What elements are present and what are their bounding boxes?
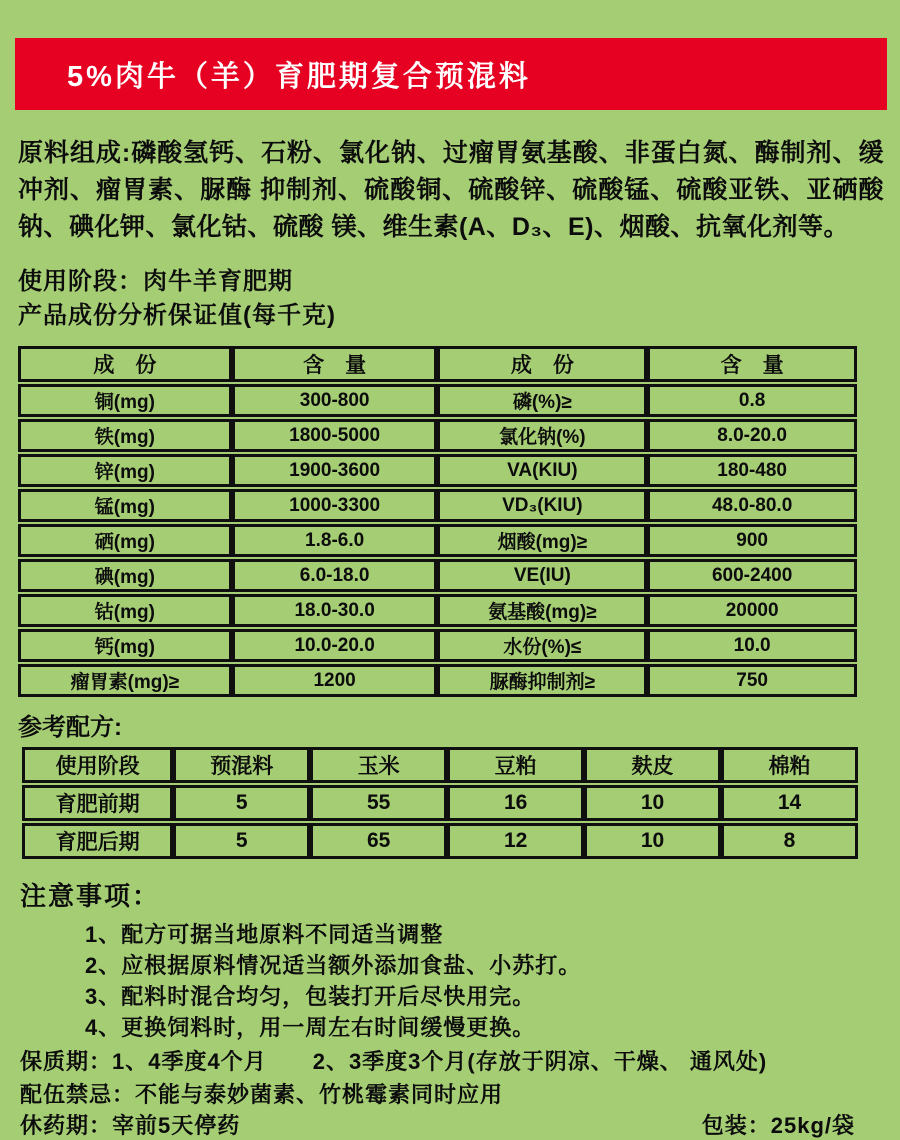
table-cell: VA(KIU) xyxy=(437,454,647,487)
table-cell: 瘤胃素(mg)≥ xyxy=(18,664,232,697)
notes-list xyxy=(85,919,900,1043)
packaging-text: 包装：25kg/袋 xyxy=(701,1113,855,1138)
table-row xyxy=(18,384,857,417)
incompatibility-text: 配伍禁忌：不能与泰妙菌素、竹桃霉素同时应用 xyxy=(20,1082,504,1107)
table-cell: 750 xyxy=(647,664,857,697)
table-cell: 600-2400 xyxy=(647,559,857,592)
table-cell: 钴(mg) xyxy=(18,594,232,627)
analysis-table xyxy=(18,344,857,699)
table-header-cell: 预混料 xyxy=(173,747,310,783)
table-header-cell: 成 份 xyxy=(437,346,647,382)
table-cell: 1.8-6.0 xyxy=(232,524,438,557)
table-cell: 180-480 xyxy=(647,454,857,487)
notes-title: 注意事项： xyxy=(20,881,161,911)
ingredients-text: 原料组成:磷酸氢钙、石粉、氯化钠、过瘤胃氨基酸、非蛋白氮、酶制剂、缓冲剂、瘤胃素、脲酶 抑制剂、硫酸铜、硫酸锌、硫酸锰、硫酸亚铁、亚硒酸钠、碘化钾、氯化钴、硫酸 镁、维生素(A、D₃、E)、烟酸、抗氧化剂等。 xyxy=(18,139,884,241)
table-cell: 1900-3600 xyxy=(232,454,438,487)
table-header-cell: 麸皮 xyxy=(584,747,721,783)
table-cell: 锌(mg) xyxy=(18,454,232,487)
table-cell: VD₃(KIU) xyxy=(437,489,647,522)
usage-stage-text: 使用阶段：肉牛羊育肥期 xyxy=(18,268,293,295)
table-header-cell: 含 量 xyxy=(647,346,857,382)
table-cell: VE(IU) xyxy=(437,559,647,592)
table-row xyxy=(18,524,857,557)
table-cell: 氯化钠(%) xyxy=(437,419,647,452)
product-title: 5%肉牛（羊）育肥期复合预混料 xyxy=(67,60,531,93)
feed-label-page xyxy=(0,38,900,1138)
table-row xyxy=(22,785,858,821)
table-cell: 10.0 xyxy=(647,629,857,662)
table-cell: 碘(mg) xyxy=(18,559,232,592)
table-cell: 65 xyxy=(310,823,447,859)
table-cell: 铜(mg) xyxy=(18,384,232,417)
table-cell: 48.0-80.0 xyxy=(647,489,857,522)
table-header-cell: 成 份 xyxy=(18,346,232,382)
table-cell: 900 xyxy=(647,524,857,557)
table-cell: 烟酸(mg)≥ xyxy=(437,524,647,557)
table-cell: 6.0-18.0 xyxy=(232,559,438,592)
analysis-guarantee-title: 产品成份分析保证值(每千克) xyxy=(18,302,336,329)
formula-title: 参考配方: xyxy=(18,714,122,741)
withdrawal-period-text: 休药期：宰前5天停药 xyxy=(20,1113,241,1138)
table-cell: 磷(%)≥ xyxy=(437,384,647,417)
table-row xyxy=(18,664,857,697)
title-banner xyxy=(15,38,887,110)
table-cell: 0.8 xyxy=(647,384,857,417)
table-cell: 55 xyxy=(310,785,447,821)
shelf-life-text: 保质期：1、4季度4个月 2、3季度3个月(存放于阴凉、干燥、 通风处) xyxy=(20,1049,768,1074)
table-cell: 硒(mg) xyxy=(18,524,232,557)
table-cell: 氨基酸(mg)≥ xyxy=(437,594,647,627)
table-cell: 锰(mg) xyxy=(18,489,232,522)
table-row xyxy=(18,629,857,662)
table-cell: 5 xyxy=(173,785,310,821)
note-item: 1、配方可据当地原料不同适当调整 xyxy=(85,922,444,947)
table-header-row xyxy=(22,747,858,783)
table-header-cell: 玉米 xyxy=(310,747,447,783)
table-cell: 10 xyxy=(584,823,721,859)
table-row xyxy=(18,559,857,592)
note-item: 3、配料时混合均匀，包装打开后尽快用完。 xyxy=(85,984,536,1009)
table-header-cell: 棉粕 xyxy=(721,747,858,783)
table-row xyxy=(18,454,857,487)
note-item: 2、应根据原料情况适当额外添加食盐、小苏打。 xyxy=(85,953,582,978)
table-row xyxy=(18,489,857,522)
table-cell: 钙(mg) xyxy=(18,629,232,662)
table-cell: 5 xyxy=(173,823,310,859)
table-cell: 1800-5000 xyxy=(232,419,438,452)
footer-bottom-row xyxy=(0,1109,900,1140)
table-cell: 16 xyxy=(447,785,584,821)
formula-table xyxy=(22,745,858,861)
table-cell: 1200 xyxy=(232,664,438,697)
table-row xyxy=(18,419,857,452)
table-header-cell: 使用阶段 xyxy=(22,747,173,783)
table-cell: 铁(mg) xyxy=(18,419,232,452)
table-cell: 10.0-20.0 xyxy=(232,629,438,662)
table-cell: 14 xyxy=(721,785,858,821)
table-cell: 脲酶抑制剂≥ xyxy=(437,664,647,697)
table-header-row xyxy=(18,346,857,382)
table-cell: 20000 xyxy=(647,594,857,627)
table-cell: 8 xyxy=(721,823,858,859)
table-cell: 水份(%)≤ xyxy=(437,629,647,662)
table-cell: 育肥前期 xyxy=(22,785,173,821)
table-row xyxy=(18,594,857,627)
note-item: 4、更换饲料时，用一周左右时间缓慢更换。 xyxy=(85,1015,536,1040)
table-row xyxy=(22,823,858,859)
table-cell: 12 xyxy=(447,823,584,859)
table-cell: 1000-3300 xyxy=(232,489,438,522)
table-cell: 10 xyxy=(584,785,721,821)
table-cell: 18.0-30.0 xyxy=(232,594,438,627)
table-header-cell: 豆粕 xyxy=(447,747,584,783)
table-header-cell: 含 量 xyxy=(232,346,438,382)
table-cell: 育肥后期 xyxy=(22,823,173,859)
table-cell: 8.0-20.0 xyxy=(647,419,857,452)
table-cell: 300-800 xyxy=(232,384,438,417)
